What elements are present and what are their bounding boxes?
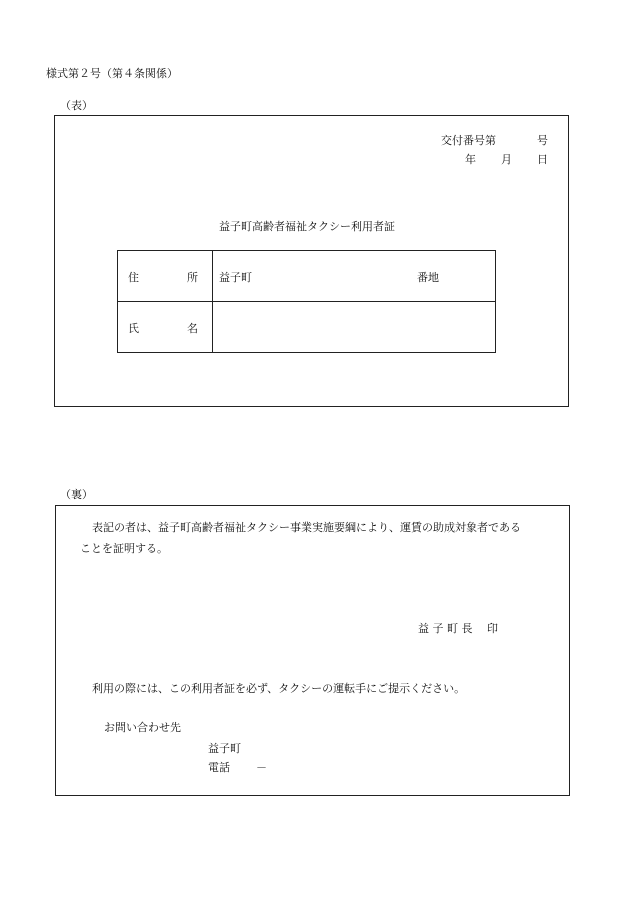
mayor-seal: 益 子 町 長 印 [418,622,498,635]
front-section-label: （表） [60,99,93,112]
date-month: 月 [501,153,512,166]
date-year: 年 [465,153,476,166]
address-town: 益子町 [219,271,252,284]
certification-text-line2: ことを証明する。 [80,542,168,555]
back-section-label: （裏） [60,488,93,501]
address-label-char1: 住 [128,271,139,284]
address-row [118,251,496,302]
contact-town: 益子町 [208,742,241,755]
front-card [54,115,569,407]
phone-label: 電話 [208,761,230,774]
holder-info-table [117,250,496,353]
form-number-header: 様式第２号（第４条関係） [46,67,178,80]
address-label-cell [118,251,213,302]
date-day: 日 [537,153,548,166]
address-label-char2: 所 [187,271,198,284]
name-label-char1: 氏 [128,322,139,335]
usage-note: 利用の際には、この利用者証を必ず、タクシーの運転手にご提示ください。 [92,682,466,695]
certification-text-line1: 表記の者は、益子町高齢者福祉タクシー事業実施要綱により、運賃の助成対象者である [92,521,521,534]
name-label-cell [118,302,213,353]
name-value-cell [213,302,496,353]
address-banchi: 番地 [417,271,439,284]
address-value-cell [213,251,496,302]
phone-dash: － [256,761,267,774]
contact-heading: お問い合わせ先 [104,721,181,734]
card-title: 益子町高齢者福祉タクシー利用者証 [219,220,395,233]
back-card [55,505,570,796]
name-label-char2: 名 [187,322,198,335]
issue-number-suffix: 号 [537,134,548,147]
issue-number-prefix: 交付番号第 [441,134,496,147]
name-row [118,302,496,353]
